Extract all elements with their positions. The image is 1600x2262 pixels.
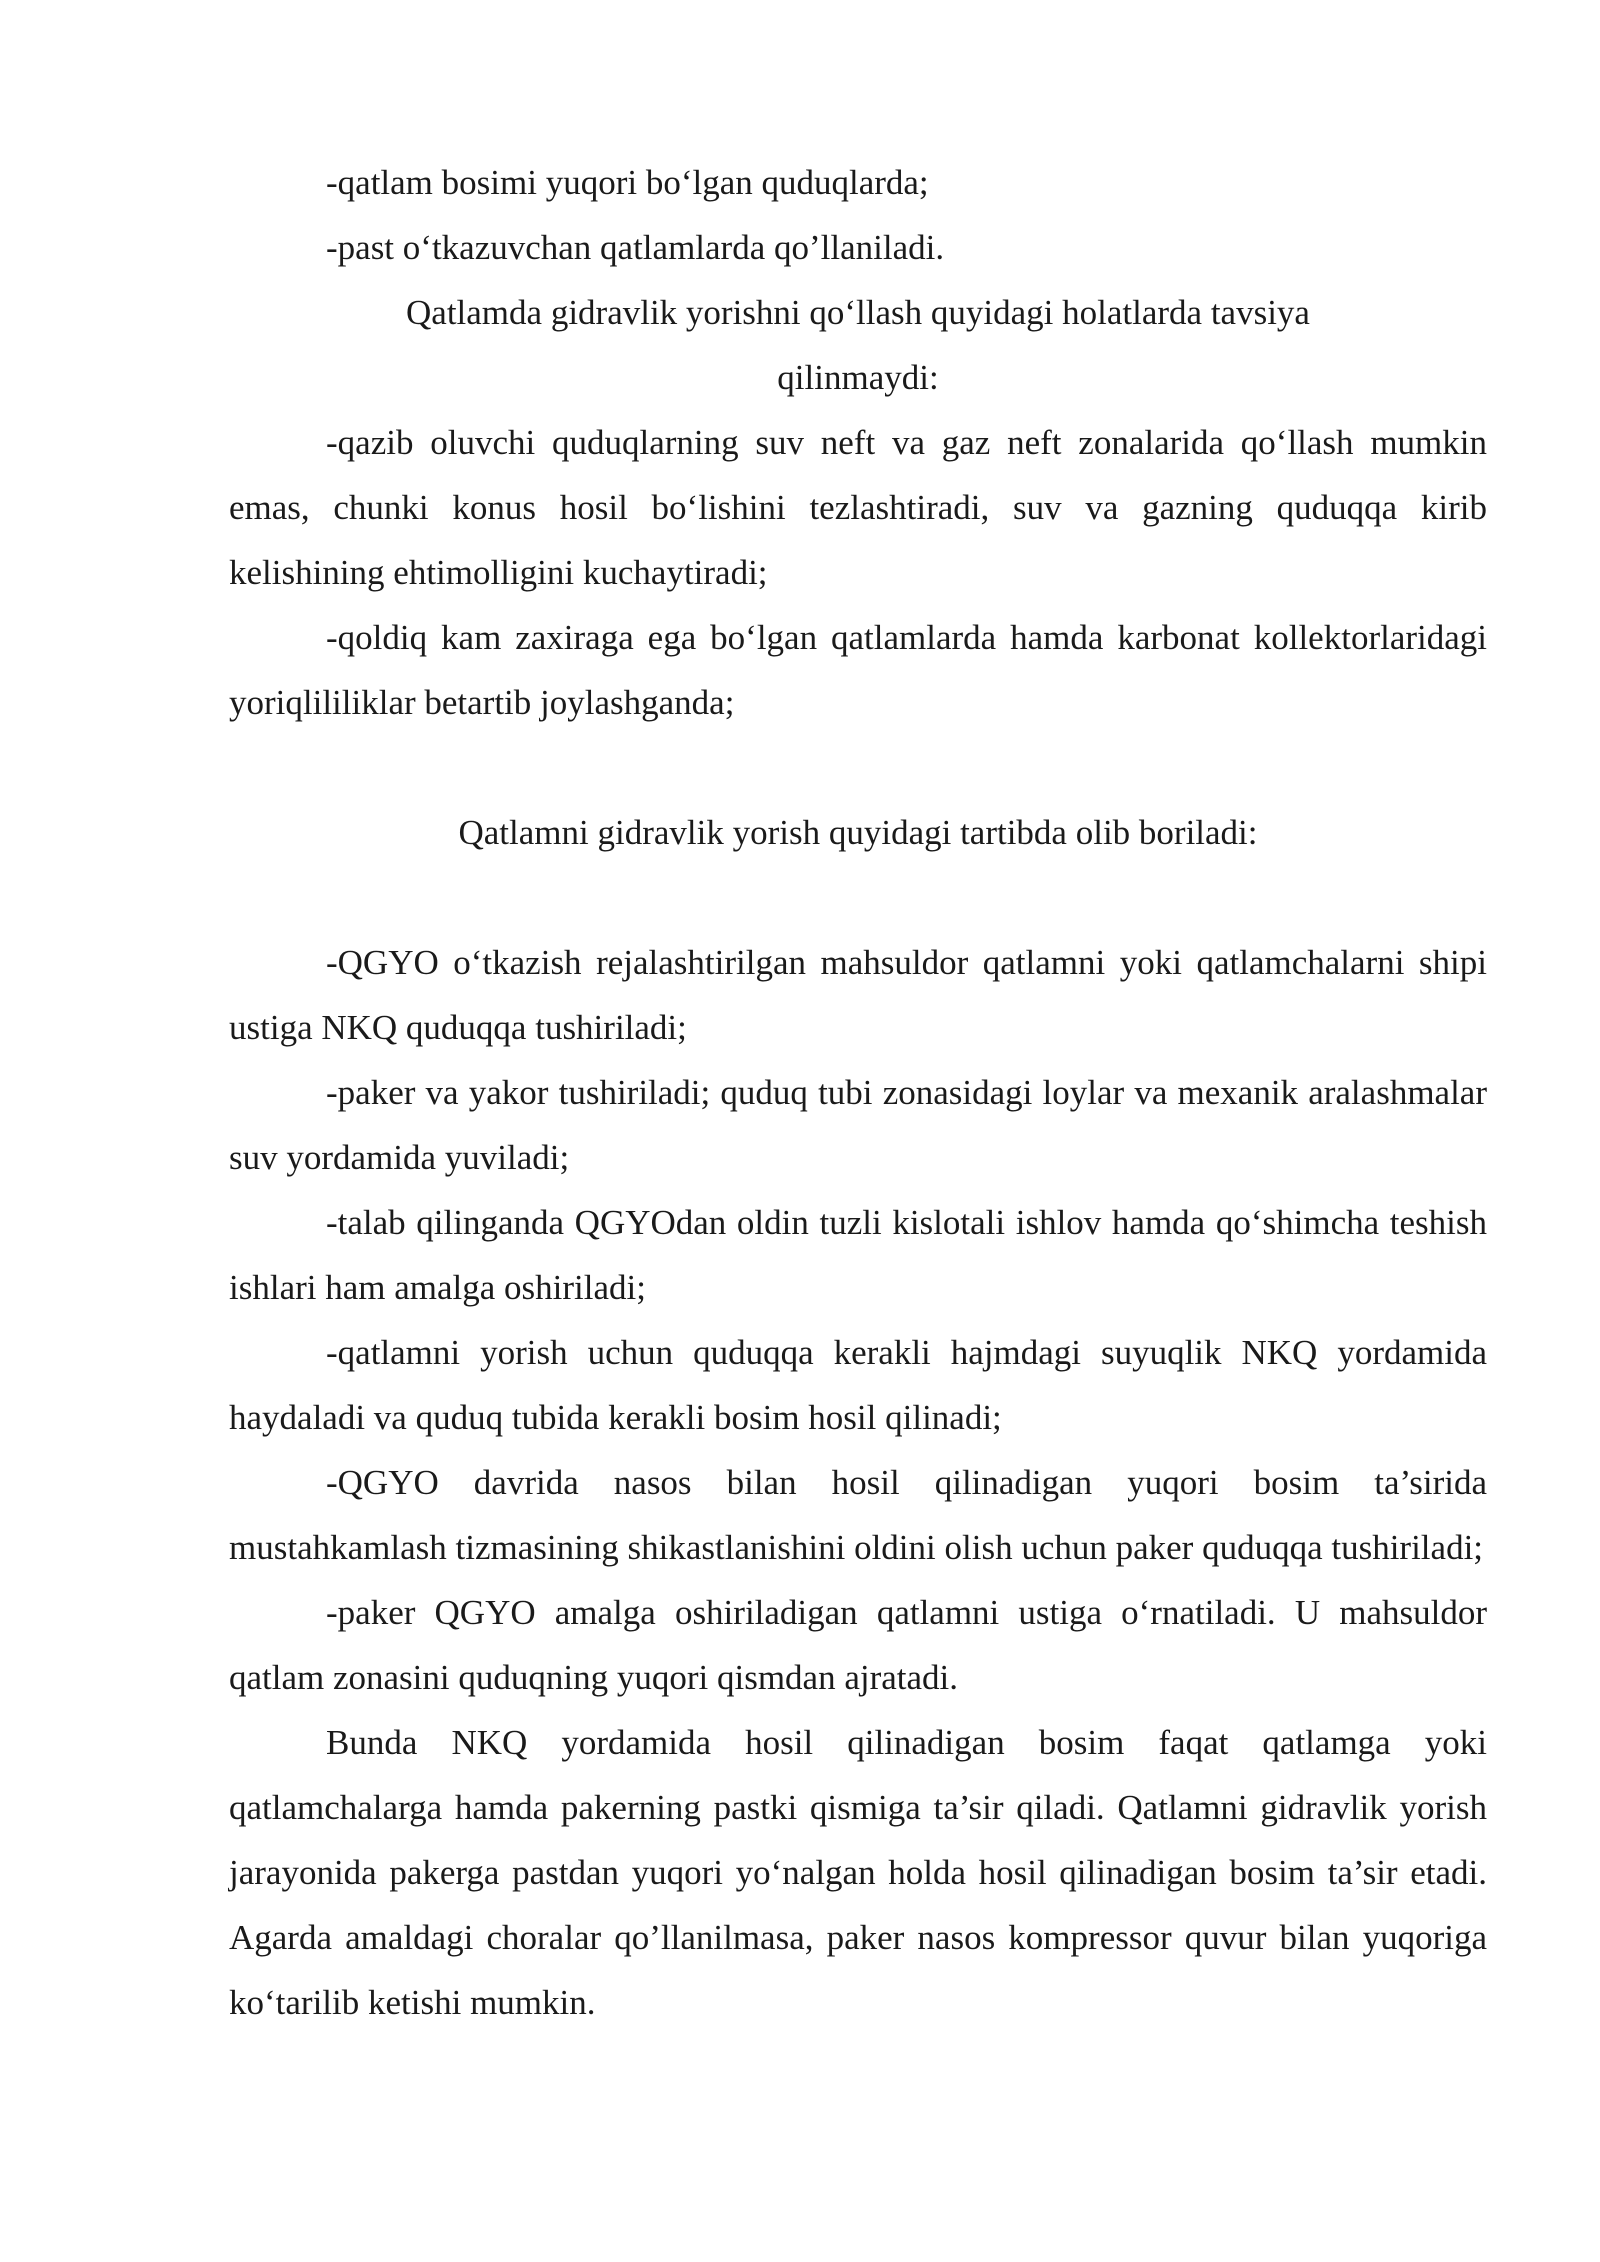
paragraph-list-item: -qazib oluvchi quduqlarning suv neft va gaz neft zonalarida qo‘llash mumkin emas, chunki konus hosil bo‘lishini tezlashtiradi, suv va gazning quduqqa kirib kelishining ehtimolligini kuchaytiradi; [229,423,1487,592]
paragraph-list-item: -QGYO o‘tkazish rejalashtirilgan mahsuldor qatlamni yoki qatlamchalarni shipi ustiga NKQ quduqqa tushiriladi; [229,943,1487,1047]
paragraph-list-item: -paker va yakor tushiriladi; quduq tubi zonasidagi loylar va mexanik aralashmalar suv yordamida yuviladi; [229,1073,1487,1177]
paragraph-list-item: -past o‘tkazuvchan qatlamlarda qo’llaniladi. [326,228,945,267]
section-heading-line: qilinmaydi: [777,358,939,397]
section-heading: Qatlamni gidravlik yorish quyidagi tartibda olib boriladi: [458,813,1258,852]
paragraph-list-item: -qatlamni yorish uchun quduqqa kerakli hajmdagi suyuqlik NKQ yordamida haydaladi va quduq tubida kerakli bosim hosil qilinadi; [229,1333,1487,1437]
paragraph-list-item: -qoldiq kam zaxiraga ega bo‘lgan qatlamlarda hamda karbonat kollektorlaridagi yoriqlililiklar betartib joylashganda; [229,618,1487,722]
document-page [229,150,1487,2035]
paragraph-list-item: -qatlam bosimi yuqori bo‘lgan quduqlarda; [326,163,929,202]
body-paragraph: Bunda NKQ yordamida hosil qilinadigan bosim faqat qatlamga yoki qatlamchalarga hamda pakerning pastki qismiga ta’sir qiladi. Qatlamni gidravlik yorish jarayonida pakerga pastdan yuqori yo‘nalgan holda hosil qilinadigan bosim ta’sir etadi. Agarda amaldagi choralar qo’llanilmasa, paker nasos kompressor quvur bilan yuqoriga ko‘tarilib ketishi mumkin. [229,1723,1487,2022]
section-heading-line: Qatlamda gidravlik yorishni qo‘llash quyidagi holatlarda tavsiya [406,293,1310,332]
paragraph-list-item: -paker QGYO amalga oshiriladigan qatlamni ustiga o‘rnatiladi. U mahsuldor qatlam zonasini quduqning yuqori qismdan ajratadi. [229,1593,1487,1697]
paragraph-list-item: -talab qilinganda QGYOdan oldin tuzli kislotali ishlov hamda qo‘shimcha teshish ishlari ham amalga oshiriladi; [229,1203,1487,1307]
paragraph-list-item: -QGYO davrida nasos bilan hosil qilinadigan yuqori bosim ta’sirida mustahkamlash tizmasining shikastlanishini oldini olish uchun paker quduqqa tushiriladi; [229,1463,1487,1567]
